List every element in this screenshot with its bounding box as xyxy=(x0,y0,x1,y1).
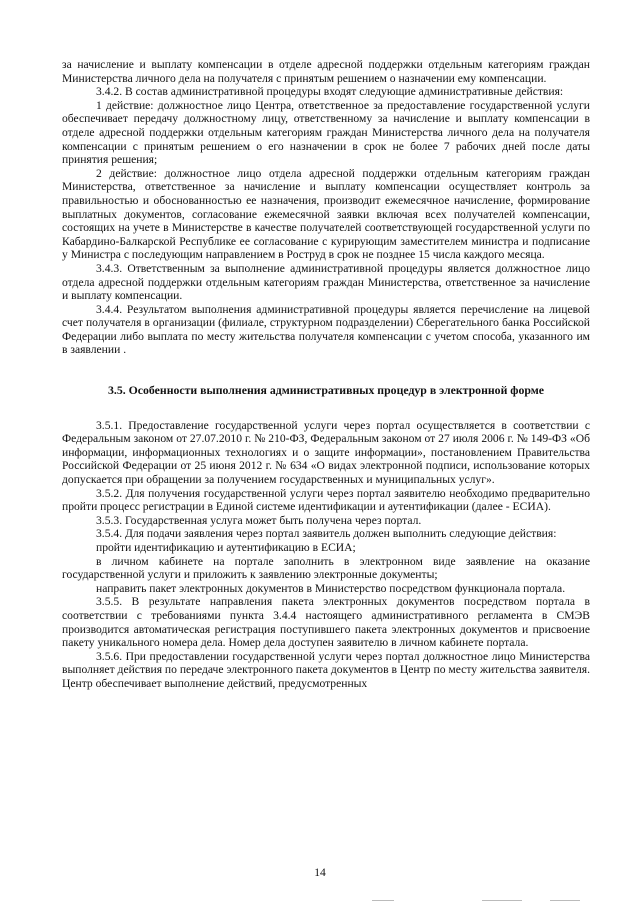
scan-mark xyxy=(550,900,580,901)
paragraphs-top xyxy=(62,58,590,357)
paragraphs-bottom xyxy=(62,419,590,691)
paragraph: 3.4.2. В состав административной процедуры входят следующие административные действия: xyxy=(96,85,564,99)
scan-mark xyxy=(482,900,522,901)
paragraph: 3.5.6. При предоставлении государственной услуги через портал должностное лицо Министерства выполняет действия по передаче электронного пакета документов в Центр по месту жительства заявителя. Центр обеспечивает выполнение действий, предусмотренных xyxy=(62,649,590,690)
paragraph: 2 действие: должностное лицо отдела адресной поддержки отдельным категориям граждан Министерства, ответственное за начисление и выплату компенсации осуществляет контроль за правильностью и обоснованностью ее назначения, производит ежемесячное начисление, формирование выплатных документов, согласование ежемесячной заявки включая всех получателей компенсации, состоящих на учете в Министерстве в качестве получателей соответствующей государственной услуги по Кабардино-Балкарской Республике ее согласование с курирующим заместителем министра и подписание у Министра с последующим направлением в Роструд в срок не позднее 15 числа каждого месяца. xyxy=(62,166,590,262)
paragraph: 3.4.3. Ответственным за выполнение административной процедуры является должностное лицо отдела адресной поддержки отдельным категориям граждан Министерства, ответственное за начисление и выплату компенсации. xyxy=(62,261,590,303)
paragraph: в личном кабинете на портале заполнить в электронном виде заявление на оказание государственной услуги и приложить к заявлению электронные документы; xyxy=(62,554,590,582)
paragraph: за начисление и выплату компенсации в отделе адресной поддержки отдельным категориям граждан Министерства личного дела на получателя с принятым решением о назначении ему компенсации. xyxy=(62,58,590,85)
paragraph: направить пакет электронных документов в Министерство посредством функционала портала. xyxy=(96,581,566,595)
paragraph: 3.5.1. Предоставление государственной услуги через портал осуществляется в соответствии с Федеральным законом от 27.07.2010 г. № 210-ФЗ, Федеральным законом от 27 июля 2006 г. № 149-ФЗ «Об информации, информационных технологиях и о защите информации», постановлением Правительства Российской Федерации от 25 июня 2012 г. № 634 «О видах электронной подписи, использование которых допускается при обращении за получением государственных и муниципальных услуг». xyxy=(62,418,590,487)
page-number: 14 xyxy=(314,866,326,879)
paragraph: 3.5.3. Государственная услуга может быть получена через портал. xyxy=(96,513,422,527)
section-heading: 3.5. Особенности выполнения административных процедур в электронной форме xyxy=(107,383,545,398)
paragraph: 3.5.4. Для подачи заявления через портал заявитель должен выполнить следующие действия: xyxy=(96,527,557,541)
document-page xyxy=(62,58,590,691)
paragraph: 1 действие: должностное лицо Центра, ответственное за предоставление государственной услуги обеспечивает передачу должностному лицу, ответственному за начисление и выплату компенсации в отделе адресной поддержки отдельным категориям граждан Министерства личного дела на получателя компенсации с принятым решением о его назначении в срок не более 7 рабочих дней после даты принятия решения; xyxy=(62,98,590,167)
paragraph: 3.4.4. Результатом выполнения административной процедуры является перечисление на лицевой счет получателя в организации (филиале, структурном подразделении) Сберегательного банка Российской Федерации либо выплата по месту жительства получателя компенсации с учетом способа, указанного им в заявлении . xyxy=(62,302,590,357)
paragraph: пройти идентификацию и аутентификацию в ЕСИА; xyxy=(96,541,356,554)
scan-mark xyxy=(372,900,394,901)
paragraph: 3.5.5. В результате направления пакета электронных документов посредством портала в соответствии с требованиями пункта 3.4.4 настоящего административного регламента в СМЭВ производится автоматическая регистрация поступившего пакета электронных документов и присвоение пакету уникального номера дела. Номер дела доступен заявителю в личном кабинете портала. xyxy=(62,595,590,650)
paragraph: 3.5.2. Для получения государственной услуги через портал заявителю необходимо предварительно пройти процесс регистрации в Единой системе идентификации и аутентификации (далее - ЕСИА). xyxy=(62,486,590,514)
